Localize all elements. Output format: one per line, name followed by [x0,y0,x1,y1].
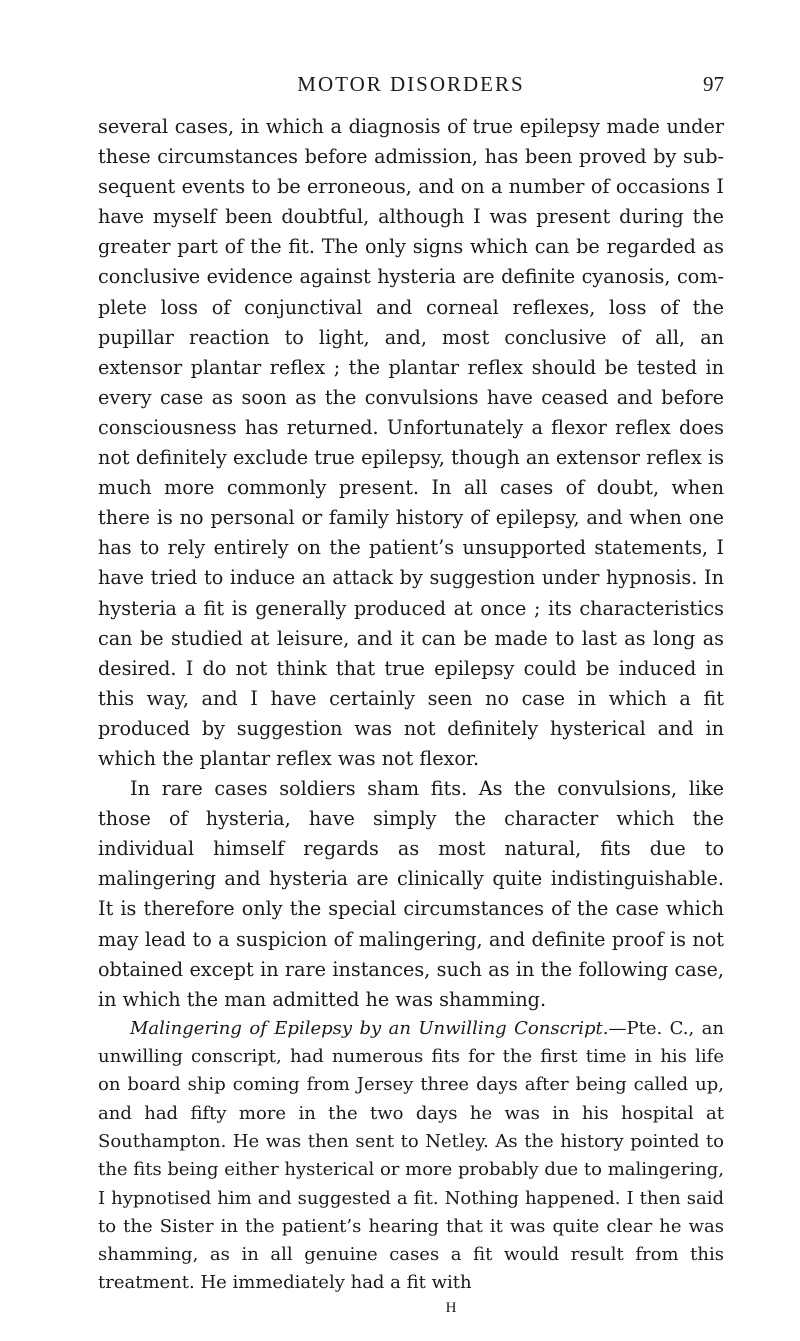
running-title: MOTOR DISORDERS [297,72,525,96]
page-number: 97 [703,72,724,96]
paragraph-2: In rare cases soldiers sham fits. As the convulsions, like those of hysteria, have simply the character which the individual himself regards as most natural, fits due to malingering and hysteria are clinically quite indistinguishable. It is therefore only the special circumstances of the case which may lead to a suspicion of malingering, and definite proof is not obtained except in rare instances, such as in the following case, in which the man admitted he was shamming. [98,777,724,1011]
book-page [98,72,724,1317]
page-header [98,72,724,112]
case-title: Malingering of Epilepsy by an Unwilling Conscript. [130,1017,609,1039]
paragraph-1: several cases, in which a diagnosis of true epilepsy made under these circumstances before admission, has been proved by sub-sequent events to be erroneous, and on a number of occasions I have myself been doubtful, although I was present during the greater part of the fit. The only signs which can be regarded as conclusive evidence against hysteria are definite cyanosis, com-plete loss of conjunctival and corneal reflexes, loss of the pupillar reaction to light, and, most conclusive of all, an extensor plantar reflex ; the plantar reflex should be tested in every case as soon as the convulsions have ceased and before consciousness has returned. Unfortunately a flexor reflex does not definitely exclude true epilepsy, though an extensor reflex is much more commonly present. In all cases of doubt, when there is no personal or family history of epilepsy, and when one has to rely entirely on the patient’s unsupported statements, I have tried to induce an attack by suggestion under hypnosis. In hysteria a fit is generally produced at once ; its characteristics can be studied at leisure, and it can be made to last as long as desired. I do not think that true epilepsy could be induced in this way, and I have certainly seen no case in which a fit produced by suggestion was not definitely hysterical and in which the plantar reflex was not flexor. [98,115,724,770]
signature-mark: H [445,1299,457,1316]
paragraph-3 [98,1015,724,1298]
case-body: —Pte. C., an unwilling conscript, had numerous fits for the first time in his life on board ship coming from Jersey three days after being called up, and had fifty more in the two days he was in his hospital at Southampton. He was then sent to Netley. As the history pointed to the fits being either hysterical or more probably due to malingering, I hypnotised him and suggested a fit. Nothing happened. I then said to the Sister in the patient’s hearing that it was quite clear he was shamming, as in all genuine cases a fit would result from this treatment. He immediately had a fit with [98,1017,724,1294]
body-text [98,112,724,1298]
